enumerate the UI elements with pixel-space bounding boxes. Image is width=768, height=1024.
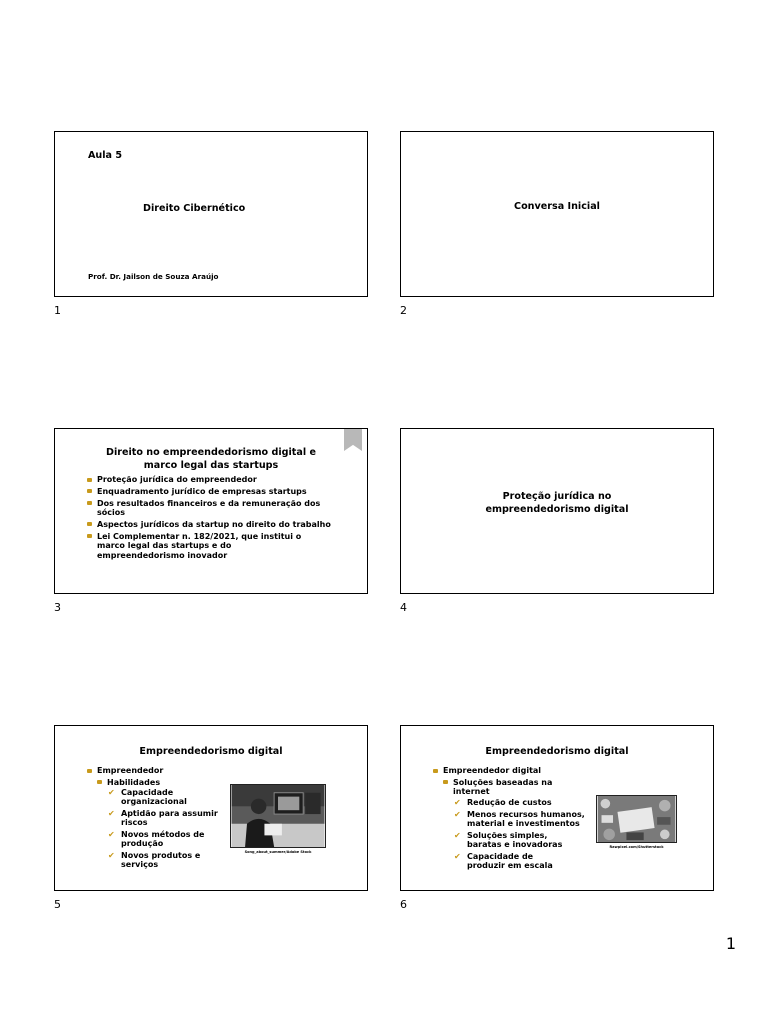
image-credit: Rawpixel.com/Shutterstock (609, 845, 664, 849)
slide-title-line-1: Direito no empreendedorismo digital e (106, 447, 316, 458)
slide-5 (54, 725, 368, 891)
slide-title-line-1: Proteção jurídica no (502, 491, 612, 502)
checkmark-icon: ✔ (108, 851, 115, 860)
team-collaboration-photo (596, 795, 677, 843)
slide-title: Empreendedorismo digital (485, 746, 629, 757)
slide-number: 2 (400, 304, 407, 317)
sub-list (97, 778, 236, 870)
list-item-label: Empreendedor digital (443, 766, 542, 775)
slide-2 (400, 131, 714, 297)
check-list (107, 788, 236, 869)
slide-title-line-2: marco legal das startups (143, 460, 279, 471)
checkmark-icon: ✔ (108, 788, 115, 797)
author: Prof. Dr. Jailson de Souza Araújo (88, 272, 219, 281)
slide-4 (400, 428, 714, 594)
sub-list-item-label: Soluções baseadas na internet (453, 777, 553, 796)
person-at-computer-photo (230, 784, 326, 848)
list-item: Proteção jurídica do empreendedor (86, 475, 336, 485)
slide-3 (54, 428, 368, 594)
check-item: ✔ Aptidão para assumir riscos (108, 809, 218, 827)
sub-list-item (443, 777, 585, 870)
slide-number: 1 (54, 304, 61, 317)
checkmark-icon: ✔ (454, 830, 461, 840)
list-item (86, 766, 236, 869)
slide-title: Empreendedorismo digital (139, 746, 283, 757)
checkmark-icon: ✔ (108, 830, 115, 839)
list-item: Lei Complementar n. 182/2021, que institui o marco legal das startups e do empreendedorismo inovador (86, 532, 317, 561)
check-item: ✔ Menos recursos humanos, material e investimentos (454, 809, 585, 828)
slide-number: 6 (400, 898, 407, 911)
slide-title (55, 446, 367, 472)
slide-number: 4 (400, 601, 407, 614)
sub-list (443, 778, 602, 870)
slide-title-line-2: empreendedorismo digital (485, 504, 629, 515)
lesson-label: Aula 5 (88, 150, 123, 161)
sub-list-item (97, 778, 236, 870)
check-item: ✔ Soluções simples, baratas e inovadoras (454, 830, 563, 849)
slide-title: Conversa Inicial (514, 201, 600, 212)
list-item: Dos resultados financeiros e da remuneração dos sócios (86, 499, 336, 518)
slide-number: 5 (54, 898, 61, 911)
slide-6 (400, 725, 714, 891)
checkmark-icon: ✔ (454, 851, 461, 861)
slide-title: Direito Cibernético (143, 203, 246, 214)
check-item: ✔ Novos produtos e serviços (108, 851, 201, 869)
sub-list-item-label: Habilidades (107, 777, 161, 787)
check-item: ✔ Capacidade de produzir em escala (454, 851, 553, 870)
list-item (432, 766, 602, 870)
check-list (453, 797, 585, 870)
checkmark-icon: ✔ (454, 809, 461, 819)
checkmark-icon: ✔ (108, 809, 115, 818)
list-item: Enquadramento jurídico de empresas startups (86, 487, 336, 497)
checkmark-icon: ✔ (454, 797, 461, 807)
slide-1 (54, 131, 368, 297)
check-item: ✔ Novos métodos de produção (108, 830, 205, 848)
slide-number: 3 (54, 601, 61, 614)
list-item-label: Empreendedor (97, 766, 164, 775)
check-item: ✔ Capacidade organizacional (108, 788, 187, 806)
bullet-list (86, 766, 236, 872)
bullet-list (432, 766, 602, 873)
bullet-list (86, 475, 336, 562)
list-item: Aspectos jurídicos da startup no direito do trabalho (86, 520, 336, 530)
image-credit: Song_about_summer/Adobe Stock (244, 850, 312, 854)
page-number: 1 (725, 934, 736, 953)
slide-title (401, 490, 713, 516)
check-item: ✔ Redução de custos (454, 797, 552, 807)
